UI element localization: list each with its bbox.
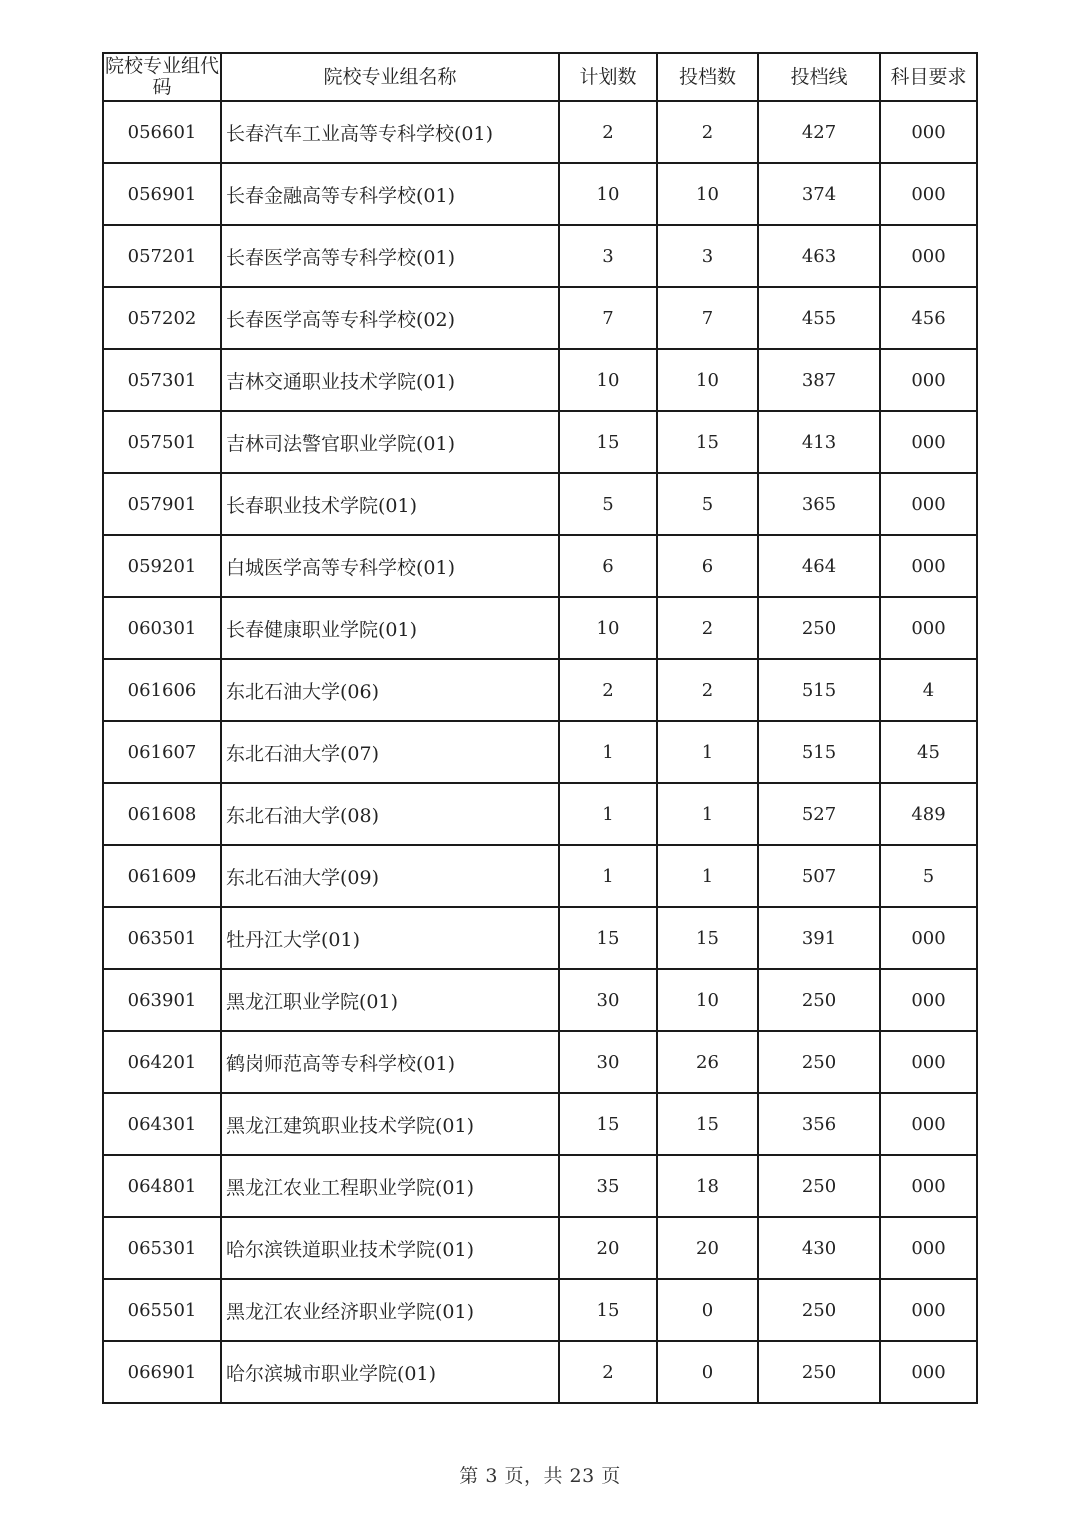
- cell-subject: 000: [880, 1341, 977, 1403]
- cell-code: 057301: [103, 349, 221, 411]
- cell-plan: 2: [559, 1341, 657, 1403]
- cell-line: 515: [758, 721, 880, 783]
- cell-line: 250: [758, 969, 880, 1031]
- table-row: [103, 411, 977, 473]
- cell-filed: 0: [657, 1341, 758, 1403]
- cell-name: 鹤岗师范高等专科学校(01): [221, 1031, 559, 1093]
- cell-subject: 000: [880, 597, 977, 659]
- cell-plan: 30: [559, 969, 657, 1031]
- table-row: [103, 1093, 977, 1155]
- table-row: [103, 1155, 977, 1217]
- cell-name: 东北石油大学(06): [221, 659, 559, 721]
- cell-line: 250: [758, 1341, 880, 1403]
- cell-code: 061608: [103, 783, 221, 845]
- cell-subject: 000: [880, 473, 977, 535]
- cell-subject: 000: [880, 535, 977, 597]
- header-name: 院校专业组名称: [221, 53, 559, 101]
- cell-plan: 15: [559, 411, 657, 473]
- cell-name: 黑龙江农业工程职业学院(01): [221, 1155, 559, 1217]
- table-row: [103, 721, 977, 783]
- cell-code: 060301: [103, 597, 221, 659]
- cell-subject: 000: [880, 411, 977, 473]
- cell-code: 063901: [103, 969, 221, 1031]
- cell-code: 065501: [103, 1279, 221, 1341]
- cell-subject: 000: [880, 1093, 977, 1155]
- cell-filed: 10: [657, 349, 758, 411]
- cell-code: 059201: [103, 535, 221, 597]
- cell-line: 250: [758, 1155, 880, 1217]
- cell-code: 057901: [103, 473, 221, 535]
- table-row: [103, 659, 977, 721]
- cell-filed: 2: [657, 101, 758, 163]
- cell-name: 长春医学高等专科学校(02): [221, 287, 559, 349]
- cell-code: 056601: [103, 101, 221, 163]
- cell-plan: 10: [559, 163, 657, 225]
- cell-line: 430: [758, 1217, 880, 1279]
- cell-subject: 000: [880, 907, 977, 969]
- cell-line: 250: [758, 1279, 880, 1341]
- cell-subject: 4: [880, 659, 977, 721]
- cell-name: 牡丹江大学(01): [221, 907, 559, 969]
- cell-code: 064301: [103, 1093, 221, 1155]
- cell-subject: 000: [880, 101, 977, 163]
- cell-line: 427: [758, 101, 880, 163]
- cell-line: 413: [758, 411, 880, 473]
- table-row: [103, 969, 977, 1031]
- cell-plan: 1: [559, 721, 657, 783]
- table-row: [103, 163, 977, 225]
- cell-filed: 10: [657, 163, 758, 225]
- table-row: [103, 349, 977, 411]
- cell-plan: 2: [559, 659, 657, 721]
- cell-filed: 2: [657, 597, 758, 659]
- cell-code: 065301: [103, 1217, 221, 1279]
- cell-name: 东北石油大学(08): [221, 783, 559, 845]
- cell-plan: 35: [559, 1155, 657, 1217]
- cell-code: 064801: [103, 1155, 221, 1217]
- header-filed: 投档数: [657, 53, 758, 101]
- cell-name: 黑龙江建筑职业技术学院(01): [221, 1093, 559, 1155]
- cell-subject: 000: [880, 1279, 977, 1341]
- cell-plan: 1: [559, 783, 657, 845]
- cell-plan: 3: [559, 225, 657, 287]
- cell-code: 064201: [103, 1031, 221, 1093]
- cell-filed: 2: [657, 659, 758, 721]
- table-row: [103, 907, 977, 969]
- cell-plan: 15: [559, 907, 657, 969]
- cell-filed: 15: [657, 1093, 758, 1155]
- header-code: 院校专业组代码: [103, 53, 221, 101]
- table-row: [103, 287, 977, 349]
- cell-line: 374: [758, 163, 880, 225]
- cell-plan: 30: [559, 1031, 657, 1093]
- cell-name: 东北石油大学(09): [221, 845, 559, 907]
- cell-name: 长春医学高等专科学校(01): [221, 225, 559, 287]
- cell-code: 061606: [103, 659, 221, 721]
- cell-code: 057202: [103, 287, 221, 349]
- cell-plan: 6: [559, 535, 657, 597]
- table-body: [103, 101, 977, 1403]
- table-row: [103, 535, 977, 597]
- table-row: [103, 1217, 977, 1279]
- cell-filed: 1: [657, 845, 758, 907]
- cell-plan: 2: [559, 101, 657, 163]
- cell-filed: 1: [657, 783, 758, 845]
- cell-name: 哈尔滨城市职业学院(01): [221, 1341, 559, 1403]
- cell-filed: 10: [657, 969, 758, 1031]
- header-line: 投档线: [758, 53, 880, 101]
- table-row: [103, 597, 977, 659]
- cell-plan: 7: [559, 287, 657, 349]
- table-header: [103, 53, 977, 101]
- page-footer: 第 3 页，共 23 页: [459, 1465, 621, 1487]
- cell-filed: 3: [657, 225, 758, 287]
- cell-code: 061609: [103, 845, 221, 907]
- table-row: [103, 1031, 977, 1093]
- header-subject: 科目要求: [880, 53, 977, 101]
- cell-plan: 10: [559, 597, 657, 659]
- table-row: [103, 783, 977, 845]
- cell-filed: 5: [657, 473, 758, 535]
- cell-subject: 000: [880, 349, 977, 411]
- cell-plan: 15: [559, 1093, 657, 1155]
- cell-line: 455: [758, 287, 880, 349]
- cell-subject: 45: [880, 721, 977, 783]
- header-row: [103, 53, 977, 101]
- admission-table: [102, 52, 978, 1404]
- cell-filed: 0: [657, 1279, 758, 1341]
- table-row: [103, 473, 977, 535]
- cell-filed: 15: [657, 411, 758, 473]
- cell-name: 吉林司法警官职业学院(01): [221, 411, 559, 473]
- cell-name: 东北石油大学(07): [221, 721, 559, 783]
- cell-line: 391: [758, 907, 880, 969]
- cell-filed: 15: [657, 907, 758, 969]
- cell-filed: 1: [657, 721, 758, 783]
- cell-line: 507: [758, 845, 880, 907]
- cell-name: 长春金融高等专科学校(01): [221, 163, 559, 225]
- cell-line: 356: [758, 1093, 880, 1155]
- cell-subject: 000: [880, 163, 977, 225]
- cell-plan: 10: [559, 349, 657, 411]
- cell-filed: 6: [657, 535, 758, 597]
- cell-name: 白城医学高等专科学校(01): [221, 535, 559, 597]
- table-row: [103, 1341, 977, 1403]
- cell-plan: 1: [559, 845, 657, 907]
- cell-subject: 489: [880, 783, 977, 845]
- cell-code: 061607: [103, 721, 221, 783]
- cell-line: 365: [758, 473, 880, 535]
- cell-name: 黑龙江农业经济职业学院(01): [221, 1279, 559, 1341]
- cell-filed: 7: [657, 287, 758, 349]
- cell-subject: 000: [880, 1031, 977, 1093]
- cell-code: 057501: [103, 411, 221, 473]
- table-row: [103, 845, 977, 907]
- cell-code: 056901: [103, 163, 221, 225]
- cell-line: 527: [758, 783, 880, 845]
- cell-code: 066901: [103, 1341, 221, 1403]
- cell-name: 哈尔滨铁道职业技术学院(01): [221, 1217, 559, 1279]
- cell-filed: 26: [657, 1031, 758, 1093]
- cell-line: 464: [758, 535, 880, 597]
- table-row: [103, 225, 977, 287]
- cell-name: 长春汽车工业高等专科学校(01): [221, 101, 559, 163]
- cell-line: 250: [758, 597, 880, 659]
- cell-plan: 15: [559, 1279, 657, 1341]
- table-row: [103, 1279, 977, 1341]
- cell-subject: 456: [880, 287, 977, 349]
- cell-subject: 5: [880, 845, 977, 907]
- cell-subject: 000: [880, 1155, 977, 1217]
- cell-name: 长春健康职业学院(01): [221, 597, 559, 659]
- cell-line: 387: [758, 349, 880, 411]
- cell-code: 057201: [103, 225, 221, 287]
- cell-name: 长春职业技术学院(01): [221, 473, 559, 535]
- header-plan: 计划数: [559, 53, 657, 101]
- cell-plan: 5: [559, 473, 657, 535]
- cell-name: 吉林交通职业技术学院(01): [221, 349, 559, 411]
- cell-line: 463: [758, 225, 880, 287]
- cell-subject: 000: [880, 1217, 977, 1279]
- cell-filed: 20: [657, 1217, 758, 1279]
- cell-name: 黑龙江职业学院(01): [221, 969, 559, 1031]
- cell-line: 250: [758, 1031, 880, 1093]
- cell-subject: 000: [880, 969, 977, 1031]
- cell-subject: 000: [880, 225, 977, 287]
- cell-line: 515: [758, 659, 880, 721]
- cell-filed: 18: [657, 1155, 758, 1217]
- table-row: [103, 101, 977, 163]
- cell-plan: 20: [559, 1217, 657, 1279]
- cell-code: 063501: [103, 907, 221, 969]
